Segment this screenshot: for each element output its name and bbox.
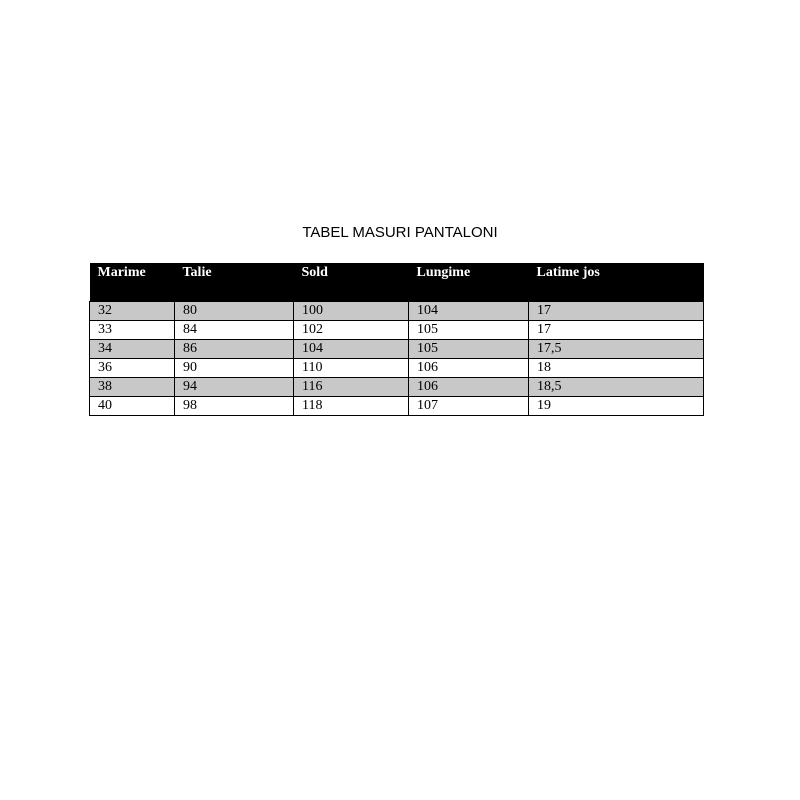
column-header-lungime: Lungime — [409, 263, 529, 301]
header-row — [90, 263, 704, 301]
table-header — [90, 263, 704, 301]
table-cell: 90 — [175, 358, 294, 377]
table-cell: 17,5 — [529, 339, 704, 358]
table-cell: 110 — [294, 358, 409, 377]
table-cell: 106 — [409, 358, 529, 377]
table-cell: 116 — [294, 377, 409, 396]
table-cell: 106 — [409, 377, 529, 396]
table-cell: 40 — [90, 396, 175, 415]
table-cell: 102 — [294, 320, 409, 339]
table-cell: 105 — [409, 339, 529, 358]
size-table — [89, 263, 704, 416]
table-cell: 36 — [90, 358, 175, 377]
table-row — [90, 301, 704, 320]
table-cell: 100 — [294, 301, 409, 320]
table-cell: 34 — [90, 339, 175, 358]
table-cell: 80 — [175, 301, 294, 320]
table-cell: 98 — [175, 396, 294, 415]
column-header-sold: Sold — [294, 263, 409, 301]
table-cell: 105 — [409, 320, 529, 339]
table-cell: 17 — [529, 301, 704, 320]
table-cell: 19 — [529, 396, 704, 415]
table-cell: 107 — [409, 396, 529, 415]
table-row — [90, 358, 704, 377]
table-row — [90, 320, 704, 339]
table-cell: 94 — [175, 377, 294, 396]
table-cell: 18,5 — [529, 377, 704, 396]
table-cell: 32 — [90, 301, 175, 320]
table-row — [90, 396, 704, 415]
table-row — [90, 339, 704, 358]
table-cell: 118 — [294, 396, 409, 415]
table-cell: 104 — [409, 301, 529, 320]
page-title: TABEL MASURI PANTALONI — [302, 224, 498, 241]
table-cell: 104 — [294, 339, 409, 358]
column-header-talie: Talie — [175, 263, 294, 301]
table-cell: 33 — [90, 320, 175, 339]
table-row — [90, 377, 704, 396]
table-body — [90, 301, 704, 415]
table-cell: 84 — [175, 320, 294, 339]
column-header-latime-jos: Latime jos — [529, 263, 704, 301]
table-cell: 38 — [90, 377, 175, 396]
table-cell: 18 — [529, 358, 704, 377]
table-cell: 17 — [529, 320, 704, 339]
column-header-marime: Marime — [90, 263, 175, 301]
table-cell: 86 — [175, 339, 294, 358]
